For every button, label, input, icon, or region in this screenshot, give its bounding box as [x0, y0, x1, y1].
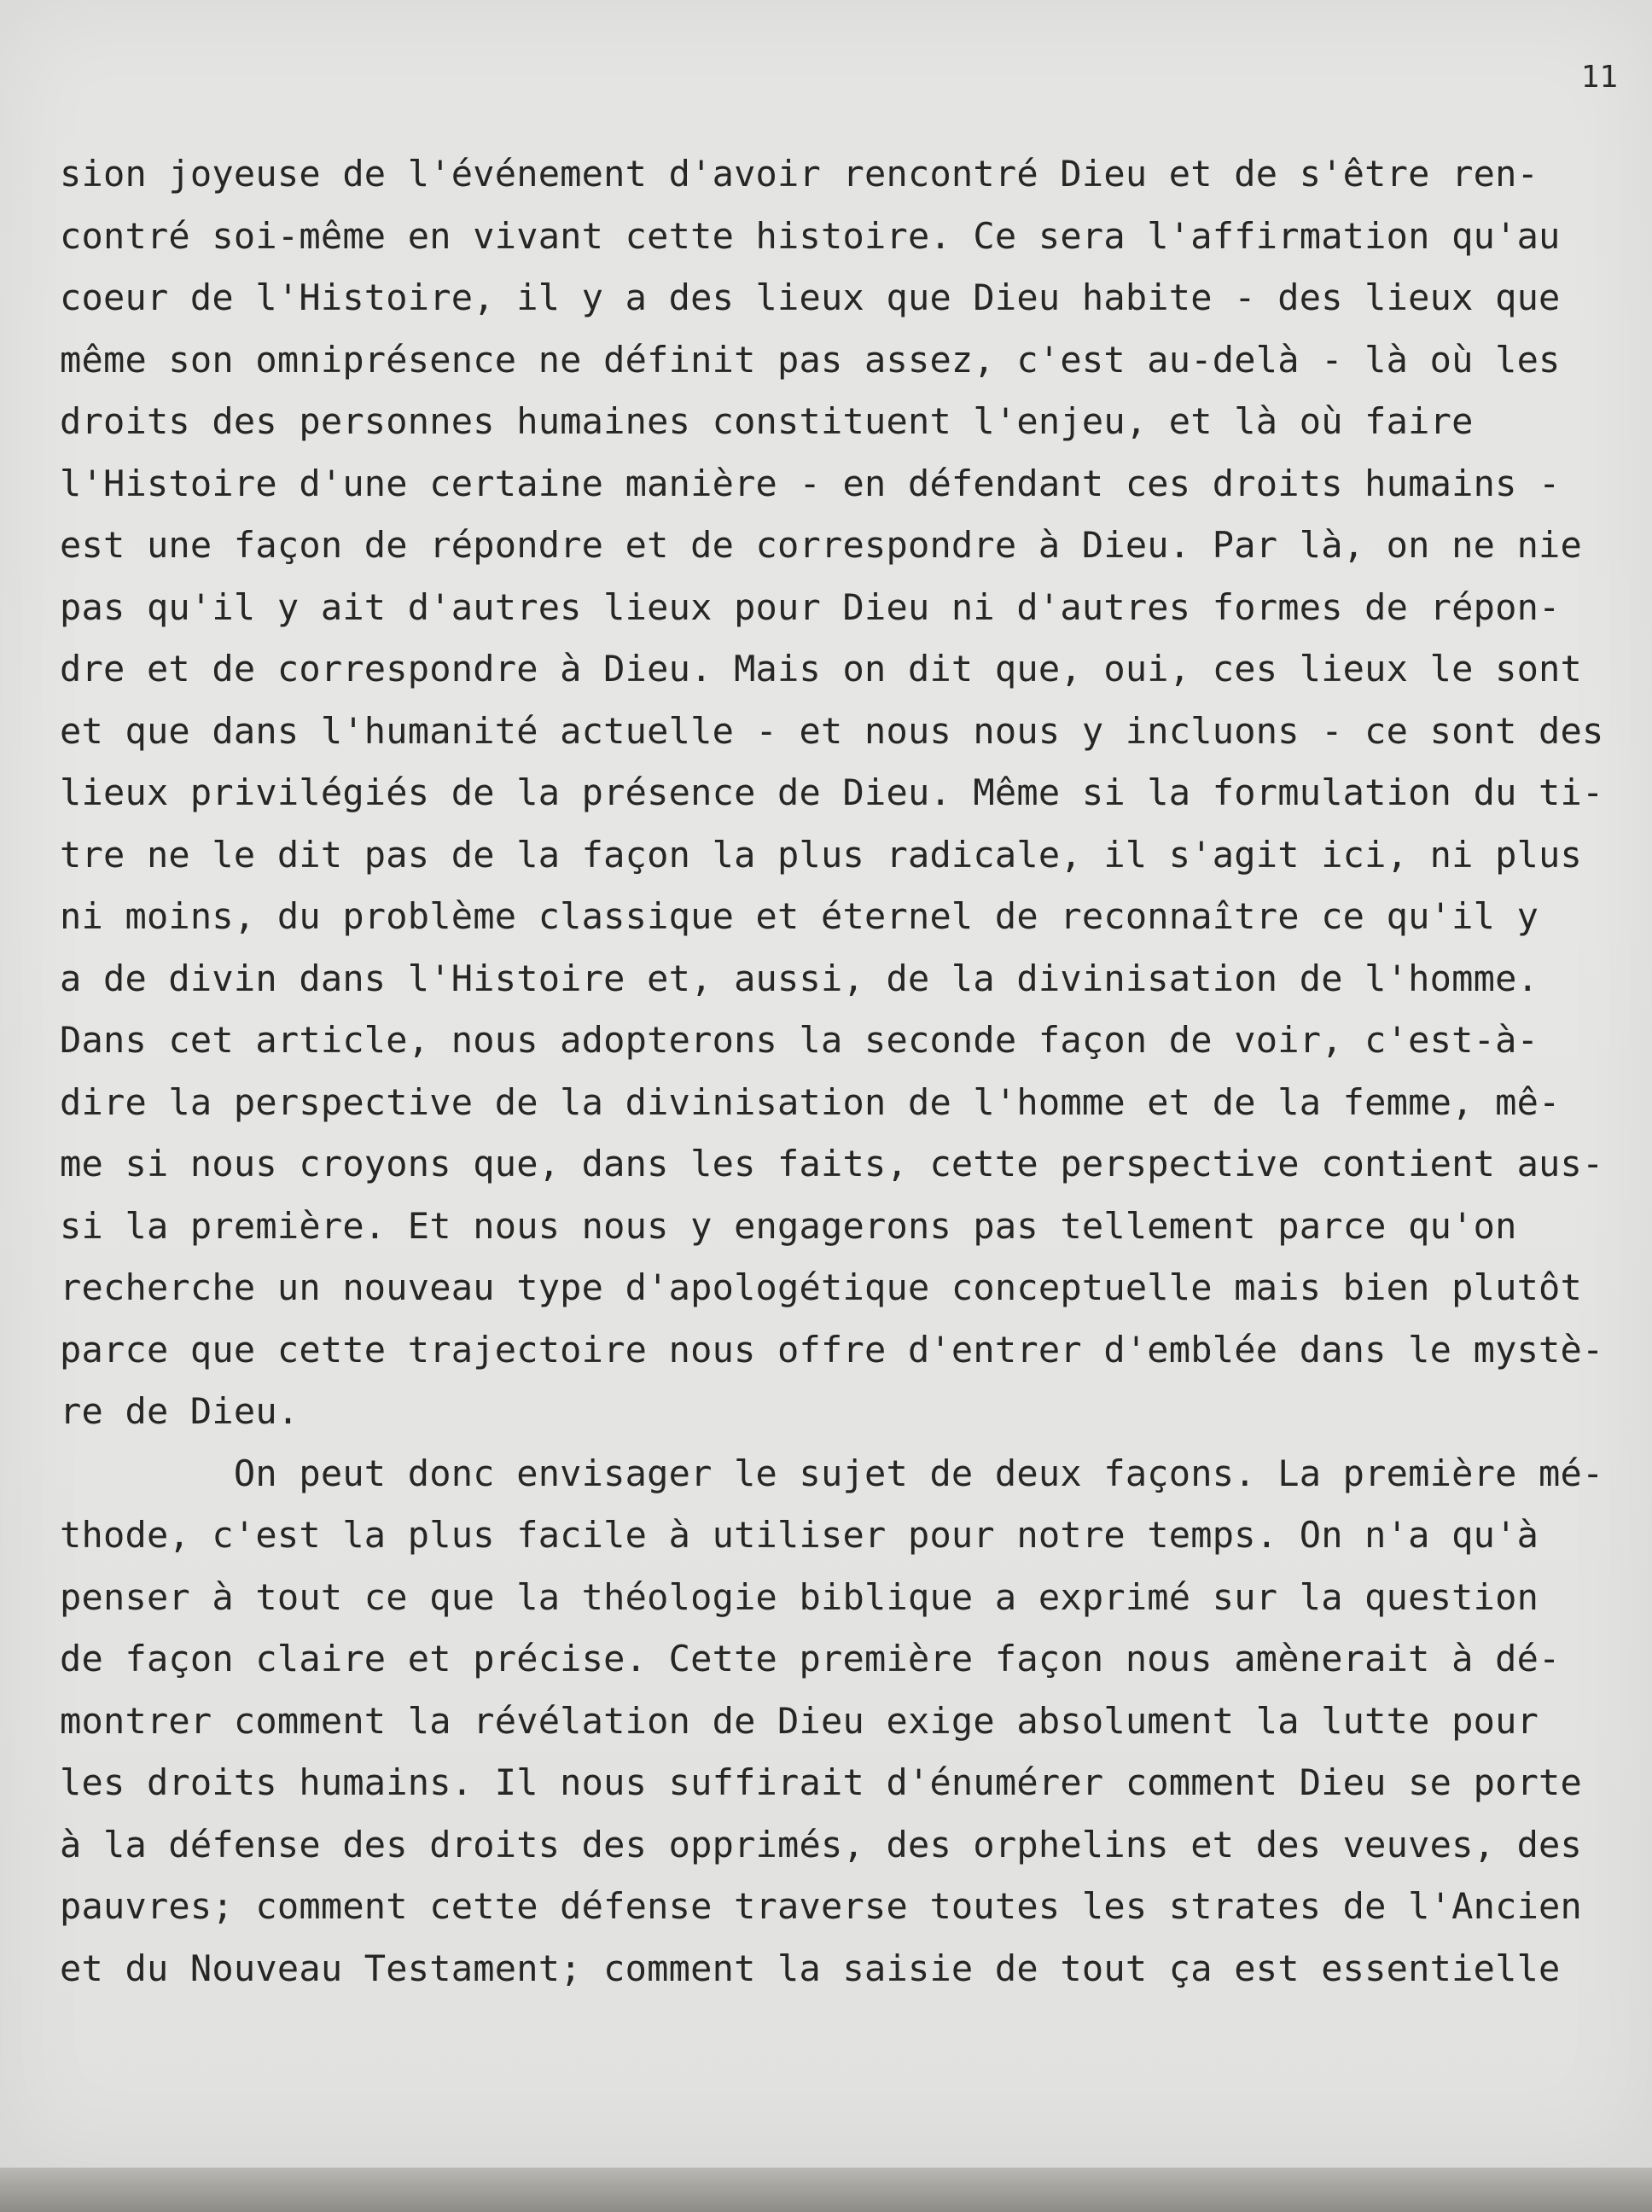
text-line: si la première. Et nous nous y engagerons pas tellement parce qu'on	[60, 1204, 1517, 1247]
text-line: sion joyeuse de l'événement d'avoir rencontré Dieu et de s'être ren-	[60, 153, 1539, 195]
text-line: montrer comment la révélation de Dieu exige absolument la lutte pour	[60, 1699, 1539, 1742]
text-line: à la défense des droits des opprimés, des orphelins et des veuves, des	[60, 1823, 1583, 1866]
text-line: a de divin dans l'Histoire et, aussi, de la divinisation de l'homme.	[60, 957, 1539, 999]
text-line: de façon claire et précise. Cette première façon nous amènerait à dé-	[60, 1638, 1561, 1679]
text-line: lieux privilégiés de la présence de Dieu. Même si la formulation du ti-	[60, 771, 1604, 813]
text-line: tre ne le dit pas de la façon la plus radicale, il s'agit ici, ni plus	[60, 833, 1583, 876]
text-line: droits des personnes humaines constituent l'enjeu, et là où faire	[60, 400, 1474, 442]
page-number: 11	[1580, 60, 1618, 95]
text-line: me si nous croyons que, dans les faits, cette perspective contient aus-	[60, 1143, 1604, 1185]
text-line: parce que cette trajectoire nous offre d'entrer d'emblée dans le mystè-	[60, 1328, 1604, 1371]
text-line: recherche un nouveau type d'apologétique conceptuelle mais bien plutôt	[60, 1266, 1583, 1308]
text-line: dre et de correspondre à Dieu. Mais on dit que, oui, ces lieux le sont	[60, 648, 1583, 690]
text-line: On peut donc envisager le sujet de deux façons. La première mé-	[60, 1452, 1604, 1494]
text-line: même son omniprésence ne définit pas assez, c'est au-delà - là où les	[60, 338, 1561, 381]
text-line: ni moins, du problème classique et éternel de reconnaître ce qu'il y	[60, 895, 1539, 937]
text-line: re de Dieu.	[60, 1390, 300, 1432]
text-line: coeur de l'Histoire, il y a des lieux que Dieu habite - des lieux que	[60, 276, 1561, 318]
text-line: pauvres; comment cette défense traverse toutes les strates de l'Ancien	[60, 1885, 1583, 1927]
text-line: contré soi-même en vivant cette histoire. Ce sera l'affirmation qu'au	[60, 214, 1561, 257]
text-line: et du Nouveau Testament; comment la saisie de tout ça est essentielle	[60, 1947, 1561, 1989]
text-line: et que dans l'humanité actuelle - et nous nous y incluons - ce sont des	[60, 709, 1604, 752]
text-line: les droits humains. Il nous suffirait d'énumérer comment Dieu se porte	[60, 1761, 1583, 1803]
body-text	[60, 143, 1604, 2000]
text-line: est une façon de répondre et de correspondre à Dieu. Par là, on ne nie	[60, 524, 1583, 566]
text-line: thode, c'est la plus facile à utiliser pour notre temps. On n'a qu'à	[60, 1514, 1539, 1556]
text-line: Dans cet article, nous adopterons la seconde façon de voir, c'est-à-	[60, 1019, 1539, 1061]
page-edge-shadow	[0, 2168, 1652, 2212]
text-line: pas qu'il y ait d'autres lieux pour Dieu ni d'autres formes de répon-	[60, 585, 1561, 628]
text-line: l'Histoire d'une certaine manière - en défendant ces droits humains -	[60, 462, 1561, 504]
text-line: dire la perspective de la divinisation de l'homme et de la femme, mê-	[60, 1080, 1561, 1123]
text-line: penser à tout ce que la théologie biblique a exprimé sur la question	[60, 1575, 1539, 1618]
